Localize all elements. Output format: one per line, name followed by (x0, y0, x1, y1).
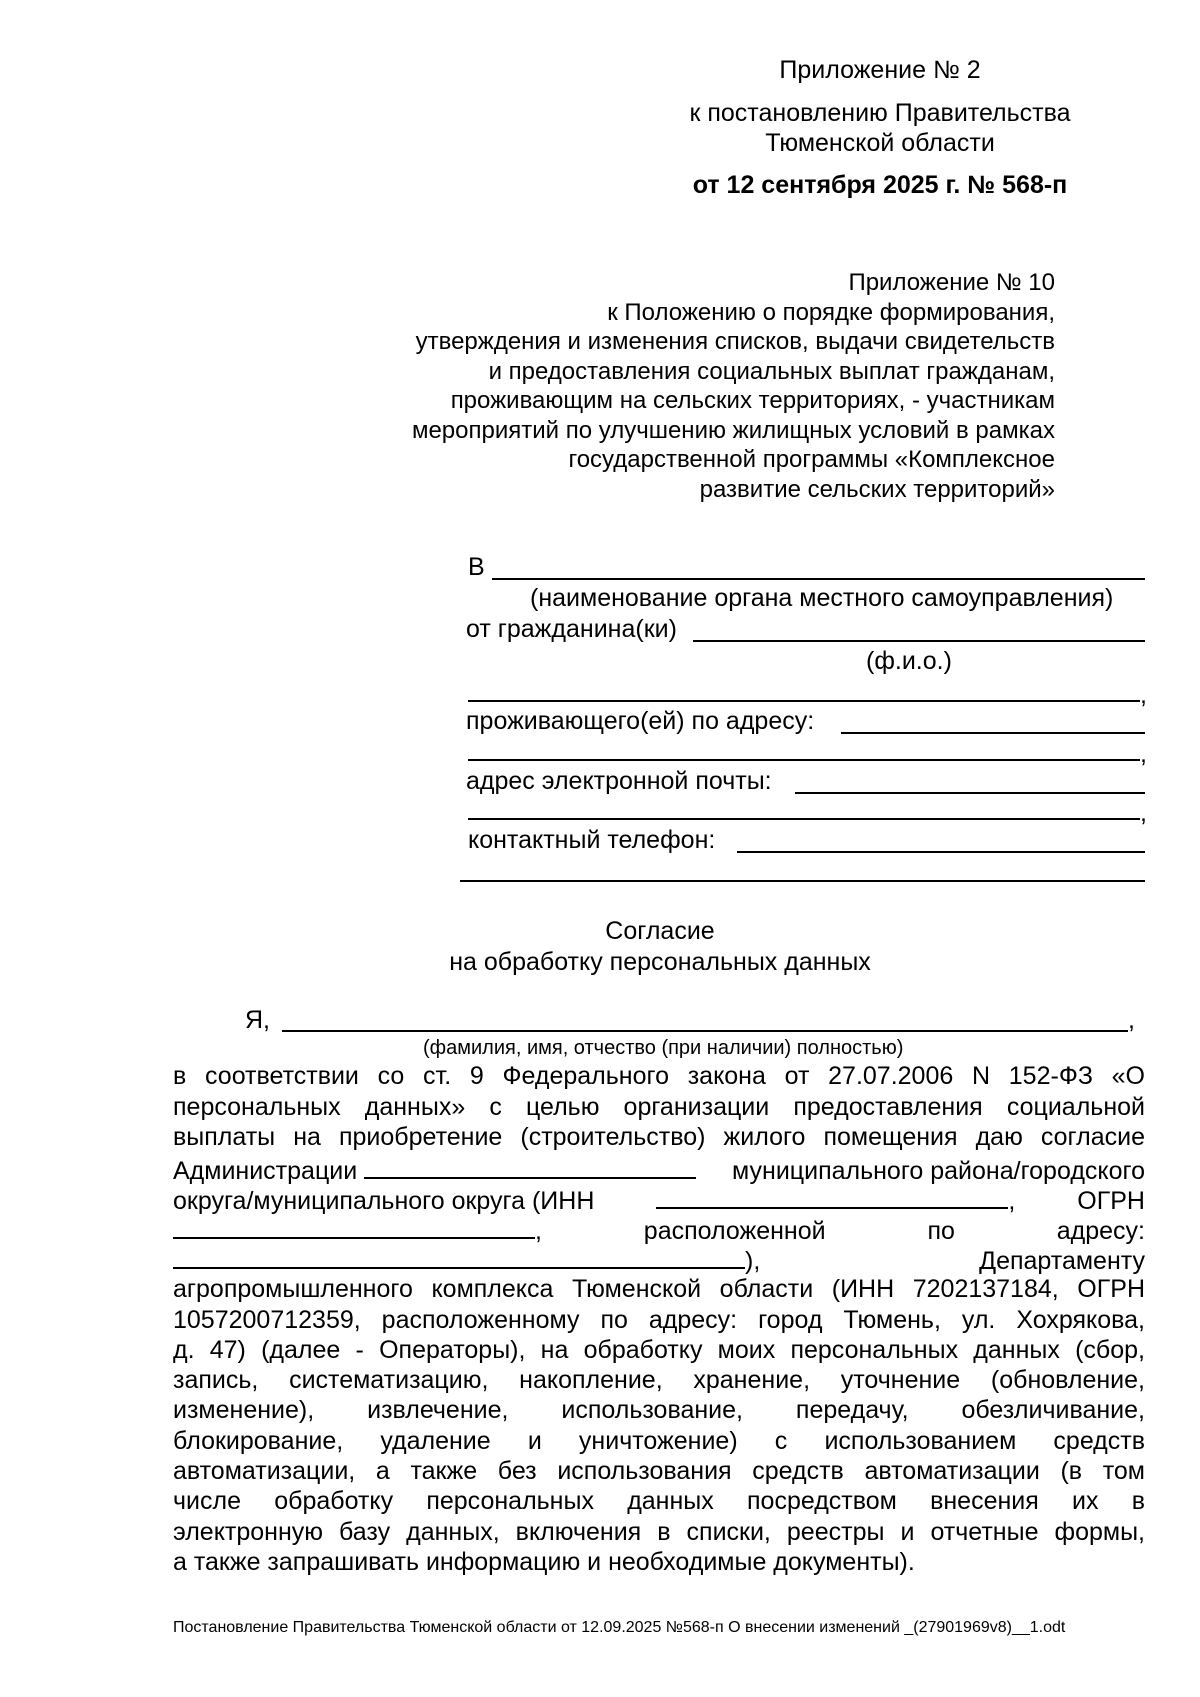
authority-name-field[interactable] (492, 578, 1145, 580)
located-text: расположенной (643, 1217, 826, 1245)
document-footer: Постановление Правительства Тюменской области от 12.09.2025 №568-п О внесении изменений _(27901969v8)__1.odt (173, 1619, 1066, 1636)
ogrn-field[interactable] (173, 1213, 535, 1239)
department-text: Департаменту (979, 1247, 1145, 1275)
regulation-appendix-line: к Положению о порядке формирования, (607, 298, 1055, 326)
ogrn-label: ОГРН (1077, 1187, 1145, 1215)
citizen-label: от гражданина(ки) (466, 615, 677, 643)
full-name-hint: (фамилия, имя, отчество (при наличии) полностью) (423, 1037, 904, 1059)
consent-line: автоматизации, а также без использования средств автоматизации (в том (173, 1457, 1145, 1485)
comma: , (1140, 799, 1147, 827)
address-field-continued[interactable] (468, 759, 1140, 761)
comma: , (1128, 1006, 1135, 1034)
regulation-appendix-line: и предоставления социальных выплат гражданам, (488, 357, 1055, 385)
municipality-type-text: муниципального района/городского (732, 1157, 1145, 1185)
consent-line: в соответствии со ст. 9 Федерального закона от 27.07.2006 N 152-ФЗ «О (173, 1062, 1145, 1090)
email-field-continued[interactable] (468, 818, 1140, 820)
regulation-appendix-block (412, 268, 1055, 504)
administration-line (173, 1153, 1145, 1186)
comma: , (535, 1217, 542, 1245)
email-field[interactable] (795, 792, 1145, 794)
regulation-appendix-line: Приложение № 10 (848, 269, 1055, 296)
consent-line: персональных данных» с целью организации предоставления социальной (173, 1093, 1145, 1121)
consent-line: агропромышленного комплекса Тюменской области (ИНН 7202137184, ОГРН (173, 1275, 1145, 1303)
closing-paren: ), (745, 1247, 761, 1275)
administration-label: Администрации (173, 1157, 358, 1185)
inn-field[interactable] (656, 1183, 1008, 1209)
address-label: проживающего(ей) по адресу: (466, 707, 815, 735)
citizen-fio-field[interactable] (693, 640, 1145, 642)
fio-hint: (ф.и.о.) (866, 647, 952, 675)
consent-line: изменение), извлечение, использование, передачу, обезличивание, (173, 1396, 1145, 1424)
phone-field-continued[interactable] (460, 880, 1145, 882)
at-text: по (927, 1217, 955, 1245)
full-name-field[interactable] (282, 1030, 1128, 1032)
ogrn-address-line (173, 1213, 1145, 1246)
administration-address-field[interactable] (173, 1243, 745, 1269)
resolution-ref-line1: к постановлению Правительства (689, 99, 1071, 127)
appendix-number: Приложение № 2 (779, 56, 981, 84)
consent-line: запись, систематизацию, накопление, хранение, уточнение (обновление, (173, 1366, 1145, 1394)
consent-line: выплаты на приобретение (строительство) жилого помещения даю согласие (173, 1123, 1145, 1151)
document-subtitle: на обработку персональных данных (449, 948, 871, 976)
inn-label: округа/муниципального округа (ИНН (173, 1187, 595, 1215)
department-line (173, 1243, 1145, 1276)
regulation-appendix-line: утверждения и изменения списков, выдачи свидетельств (415, 328, 1055, 355)
regulation-appendix-line: мероприятий по улучшению жилищных условий в рамках (411, 416, 1055, 444)
regulation-appendix-line: государственной программы «Комплексное (568, 446, 1055, 473)
phone-label: контактный телефон: (468, 826, 716, 854)
comma: , (1008, 1187, 1016, 1215)
i-prefix: Я, (245, 1006, 270, 1034)
authority-name-hint: (наименование органа местного самоуправления) (530, 584, 1114, 612)
regulation-appendix-line: проживающим на сельских территориях, - участникам (450, 387, 1055, 414)
consent-line: 1057200712359, расположенному по адресу: город Тюмень, ул. Хохрякова, (173, 1306, 1145, 1334)
regulation-appendix-line: развитие сельских территорий» (699, 475, 1055, 503)
resolution-date-number: от 12 сентября 2025 г. № 568-п (692, 171, 1068, 199)
consent-line: блокирование, удаление и уничтожение) с использованием средств (173, 1427, 1145, 1455)
consent-line: электронную базу данных, включения в списки, реестры и отчетные формы, (173, 1518, 1145, 1546)
comma: , (1140, 740, 1147, 768)
inn-ogrn-line (173, 1183, 1145, 1216)
resolution-ref-line2: Тюменской области (765, 129, 995, 157)
comma: , (1140, 681, 1147, 709)
to-prefix: В (468, 553, 485, 581)
phone-field[interactable] (737, 851, 1145, 853)
consent-line: числе обработку персональных данных посредством внесения их в (173, 1487, 1145, 1515)
administration-name-field[interactable] (364, 1153, 696, 1179)
address-text: адресу: (1056, 1217, 1145, 1245)
consent-line: д. 47) (далее - Операторы), на обработку моих персональных данных (сбор, (173, 1336, 1145, 1364)
document-title: Согласие (605, 917, 715, 945)
email-label: адрес электронной почты: (466, 767, 772, 795)
address-field[interactable] (841, 732, 1145, 734)
citizen-fio-field-continued[interactable] (468, 700, 1140, 702)
consent-last-line: а также запрашивать информацию и необходимые документы). (173, 1548, 915, 1576)
